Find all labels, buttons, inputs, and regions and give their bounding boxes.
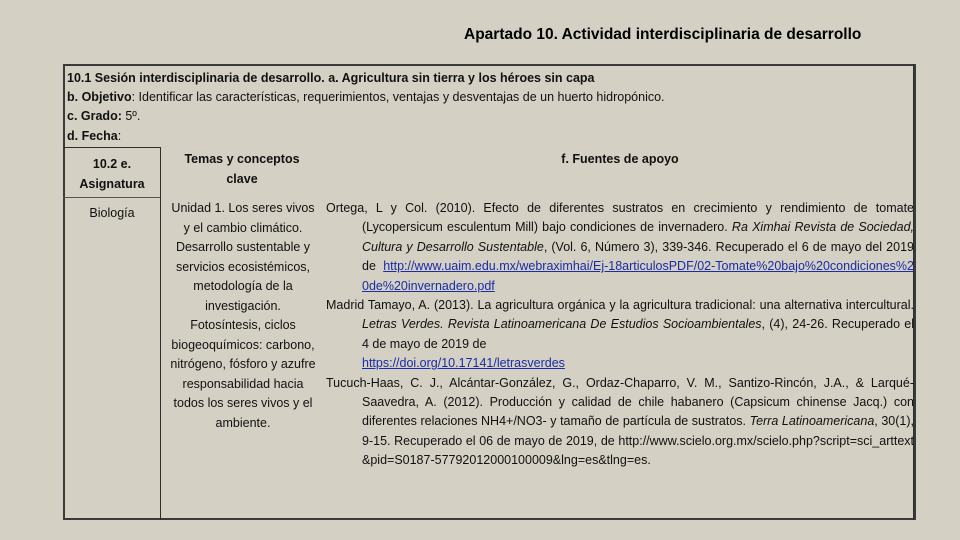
reference-2-journal: Letras Verdes. Revista Latinoamericana De Estudios Socioambientales [362, 317, 762, 332]
cell-fuentes [326, 199, 914, 471]
reference-3-text: Tucuch-Haas, C. J., Alcántar-González, G., Ordaz-Chaparro, V. M., Santizo-Rincón, J.A., & Larqué-Saavedra, A. (2012). Producción y calidad de chile habanero (Capsicum chinense Jacq.) con diferentes relaciones NH4+/NO3- y tamaño de partícula de sustratos. [326, 375, 914, 429]
reference-2-link[interactable]: https://doi.org/10.17141/letrasverdes [362, 356, 565, 371]
temas-line: investigación. [205, 298, 281, 313]
temas-line: metodología de la [193, 279, 293, 293]
objective-label: b. Objetivo [67, 90, 132, 105]
objective-text: : Identificar las características, requerimientos, ventajas y desventajas de un huerto hidropónico. [131, 90, 665, 105]
temas-line: Desarrollo sustentable y [175, 240, 311, 254]
reference-3 [326, 374, 914, 471]
slide-title: Apartado 10. Actividad interdisciplinaria de desarrollo [464, 26, 862, 43]
temas-line: nitrógeno, fósforo y azufre [170, 357, 316, 371]
temas-line: y el cambio climático. [183, 220, 303, 235]
reference-1-journal: Ra Ximhai Revista de Sociedad, Cultura y Desarrollo Sustentable [362, 220, 914, 254]
table-top-border [63, 147, 161, 148]
cell-temas [160, 199, 326, 433]
temas-line: servicios ecosistémicos, [175, 259, 311, 274]
reference-1 [326, 199, 914, 296]
header-asignatura-line1: 10.2 e. [92, 157, 132, 171]
grade-value: 5º. [121, 109, 141, 124]
reference-2 [326, 296, 914, 354]
temas-line: responsabilidad hacia [182, 376, 304, 391]
date-label: d. Fecha [67, 128, 118, 143]
date-line [67, 127, 665, 146]
reference-2-details: , (4), 24-26. Recuperado el 4 de mayo de 2019 de [362, 317, 915, 351]
temas-line: Unidad 1. Los seres vivos [171, 201, 315, 215]
date-value: : [117, 128, 122, 143]
session-header [67, 69, 665, 146]
reference-1-link[interactable]: http://www.uaim.edu.mx/webraximhai/Ej-18articulosPDF/02-Tomate%20bajo%20condiciones%20de%20invernadero.pdf [362, 259, 914, 293]
grade-line [67, 107, 665, 126]
grade-label: c. Grado: [67, 109, 122, 124]
temas-line: biogeoquímicos: carbono, [171, 337, 315, 352]
header-asignatura-line2: Asignatura [79, 176, 145, 191]
header-temas-line1: Temas y conceptos [184, 152, 300, 166]
session-title: 10.1 Sesión interdisciplinaria de desarrollo. a. Agricultura sin tierra y los héroes sin capa [67, 71, 595, 85]
reference-2-text: Madrid Tamayo, A. (2013). La agricultura orgánica y la agricultura tradicional: una alternativa intercultural. [326, 298, 914, 313]
temas-line: ambiente. [215, 415, 271, 430]
header-temas-line2: clave [226, 171, 258, 186]
cell-asignatura: Biología [89, 206, 135, 220]
reference-3-details: , 30(1), 9-15. Recuperado el 06 de mayo de 2019, de http://www.scielo.org.mx/scielo.php?script=sci_arttext&pid=S0187-57792012000100009&lng=es&tlng=es. [362, 414, 914, 468]
header-asignatura [64, 155, 160, 194]
objective-line [67, 88, 665, 107]
reference-3-journal: Terra Latinoamericana [749, 414, 875, 429]
temas-line: Fotosíntesis, ciclos [190, 318, 296, 332]
header-fuentes: f. Fuentes de apoyo [561, 152, 679, 166]
table-header-divider [63, 197, 161, 198]
header-temas [162, 150, 322, 189]
reference-1-text: Ortega, L y Col. (2010). Efecto de diferentes sustratos en crecimiento y rendimiento de tomate (Lycopersicum esculentum Mill) bajo condiciones de invernadero. [326, 201, 914, 235]
reference-1-details: , (Vol. 6, Número 3), 339-346. Recuperado el 6 de mayo del 2019 de [362, 239, 914, 274]
reference-2-link-line [326, 354, 914, 373]
temas-line: todos los seres vivos y el [173, 396, 313, 410]
